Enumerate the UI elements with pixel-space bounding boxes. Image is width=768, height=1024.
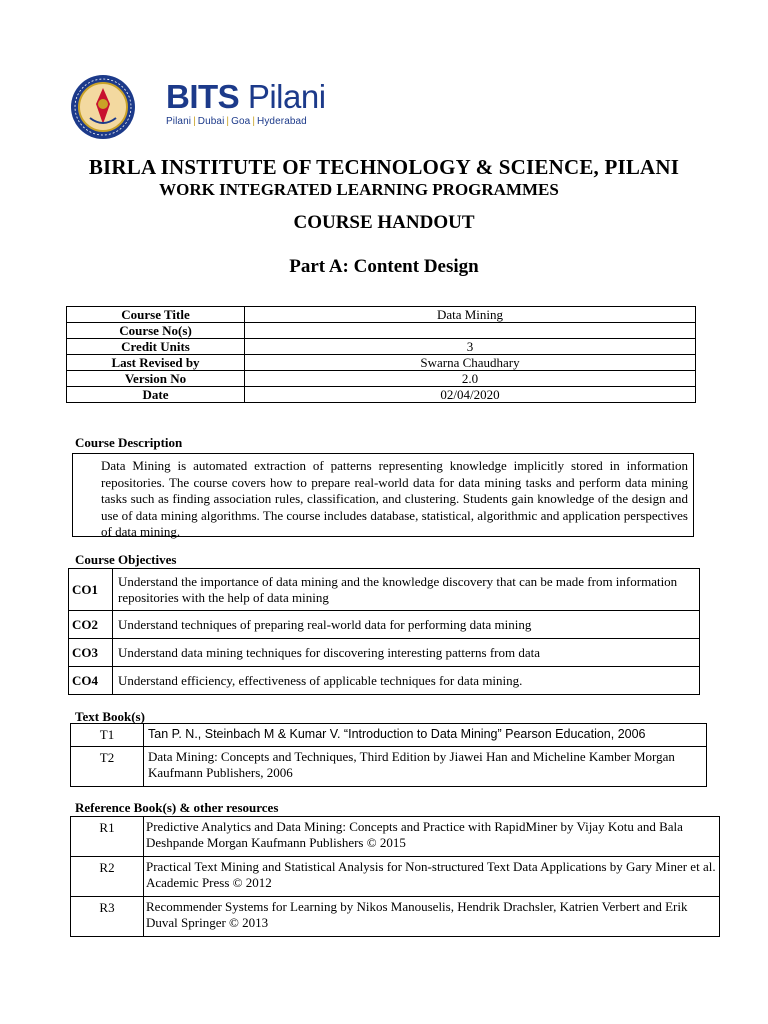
book-code: T1 [71, 724, 144, 747]
institute-title: BIRLA INSTITUTE OF TECHNOLOGY & SCIENCE, PILANI [88, 155, 680, 179]
table-row [67, 323, 696, 339]
objective-text: Understand the importance of data mining and the knowledge discovery that can be made from information repositories with the help of data mining [113, 569, 700, 611]
reference-books-table [70, 816, 720, 937]
table-row [71, 897, 720, 937]
row-label: Date [67, 387, 245, 403]
course-objectives-table [68, 568, 700, 695]
table-row [69, 611, 700, 639]
campus-goa: Goa [231, 116, 251, 127]
course-description-heading: Course Description [75, 435, 183, 450]
book-code: T2 [71, 747, 144, 787]
objective-code: CO4 [69, 667, 113, 695]
programme-title [0, 180, 768, 200]
reference-code: R2 [71, 857, 144, 897]
table-row [67, 355, 696, 371]
row-value: Swarna Chaudhary [245, 355, 696, 371]
row-value: 2.0 [245, 371, 696, 387]
table-row [67, 387, 696, 403]
row-value: 3 [245, 339, 696, 355]
course-info-table [66, 306, 696, 403]
text-books-table [70, 723, 707, 787]
objective-text: Understand techniques of preparing real-world data for performing data mining [113, 611, 700, 639]
table-row [71, 857, 720, 897]
reference-books-heading: Reference Book(s) & other resources [75, 800, 279, 815]
row-value [245, 323, 696, 339]
objective-code: CO3 [69, 639, 113, 667]
table-row [67, 371, 696, 387]
document-title: COURSE HANDOUT [293, 212, 475, 233]
course-objectives-heading: Course Objectives [75, 552, 177, 567]
reference-text: Predictive Analytics and Data Mining: Concepts and Practice with RapidMiner by Vijay Kotu and Bala Deshpande Morgan Kaufmann Publishers © 2015 [144, 817, 720, 857]
programme-text: WORK INTEGRATED LEARNING PROGRAMMES [159, 180, 559, 199]
reference-code: R3 [71, 897, 144, 937]
text-books-heading: Text Book(s) [75, 709, 145, 724]
table-row [69, 667, 700, 695]
row-value: Data Mining [245, 307, 696, 323]
table-row [69, 639, 700, 667]
reference-text: Recommender Systems for Learning by Nikos Manouselis, Hendrik Drachsler, Katrien Verbert and Erik Duval Springer © 2013 [144, 897, 720, 937]
objective-text: Understand data mining techniques for discovering interesting patterns from data [113, 639, 700, 667]
book-text: Data Mining: Concepts and Techniques, Third Edition by Jiawei Han and Micheline Kamber Morgan Kaufmann Publishers, 2006 [144, 747, 707, 787]
course-description-text: Data Mining is automated extraction of patterns representing knowledge implicitly stored in information repositories. The course covers how to prepare real-world data for data mining tasks and perform data mining tasks such as finding association rules, classification, and clustering. Students gain knowledge of the design and use of data mining algorithms. The course includes database, statistical, algorithmic and application perspectives of data mining. [72, 453, 694, 537]
row-label: Course No(s) [67, 323, 245, 339]
row-label: Version No [67, 371, 245, 387]
objective-code: CO1 [69, 569, 113, 611]
table-row [67, 307, 696, 323]
institute-seal-icon [70, 74, 136, 140]
table-row [71, 817, 720, 857]
reference-text: Practical Text Mining and Statistical Analysis for Non-structured Text Data Applications by Gary Miner et al. Academic Press © 2012 [144, 857, 720, 897]
brand-light: Pilani [247, 78, 326, 115]
campus-hyderabad: Hyderabad [257, 116, 307, 127]
bits-logo [70, 74, 340, 144]
objective-text: Understand efficiency, effectiveness of applicable techniques for data mining. [113, 667, 700, 695]
table-row [71, 724, 707, 747]
brand-bold: BITS [166, 78, 240, 115]
reference-code: R1 [71, 817, 144, 857]
campus-dubai: Dubai [197, 116, 225, 127]
campus-pilani: Pilani [166, 116, 192, 127]
book-text: Tan P. N., Steinbach M & Kumar V. “Introduction to Data Mining” Pearson Education, 2006 [144, 724, 707, 747]
brand-wordmark [166, 78, 326, 127]
part-title: Part A: Content Design [289, 256, 479, 277]
row-label: Last Revised by [67, 355, 245, 371]
row-label: Course Title [67, 307, 245, 323]
objective-code: CO2 [69, 611, 113, 639]
table-row [71, 747, 707, 787]
table-row [69, 569, 700, 611]
brand-campuses: Pilani | Dubai | Goa | Hyderabad [166, 116, 307, 127]
row-value: 02/04/2020 [245, 387, 696, 403]
row-label: Credit Units [67, 339, 245, 355]
table-row [67, 339, 696, 355]
